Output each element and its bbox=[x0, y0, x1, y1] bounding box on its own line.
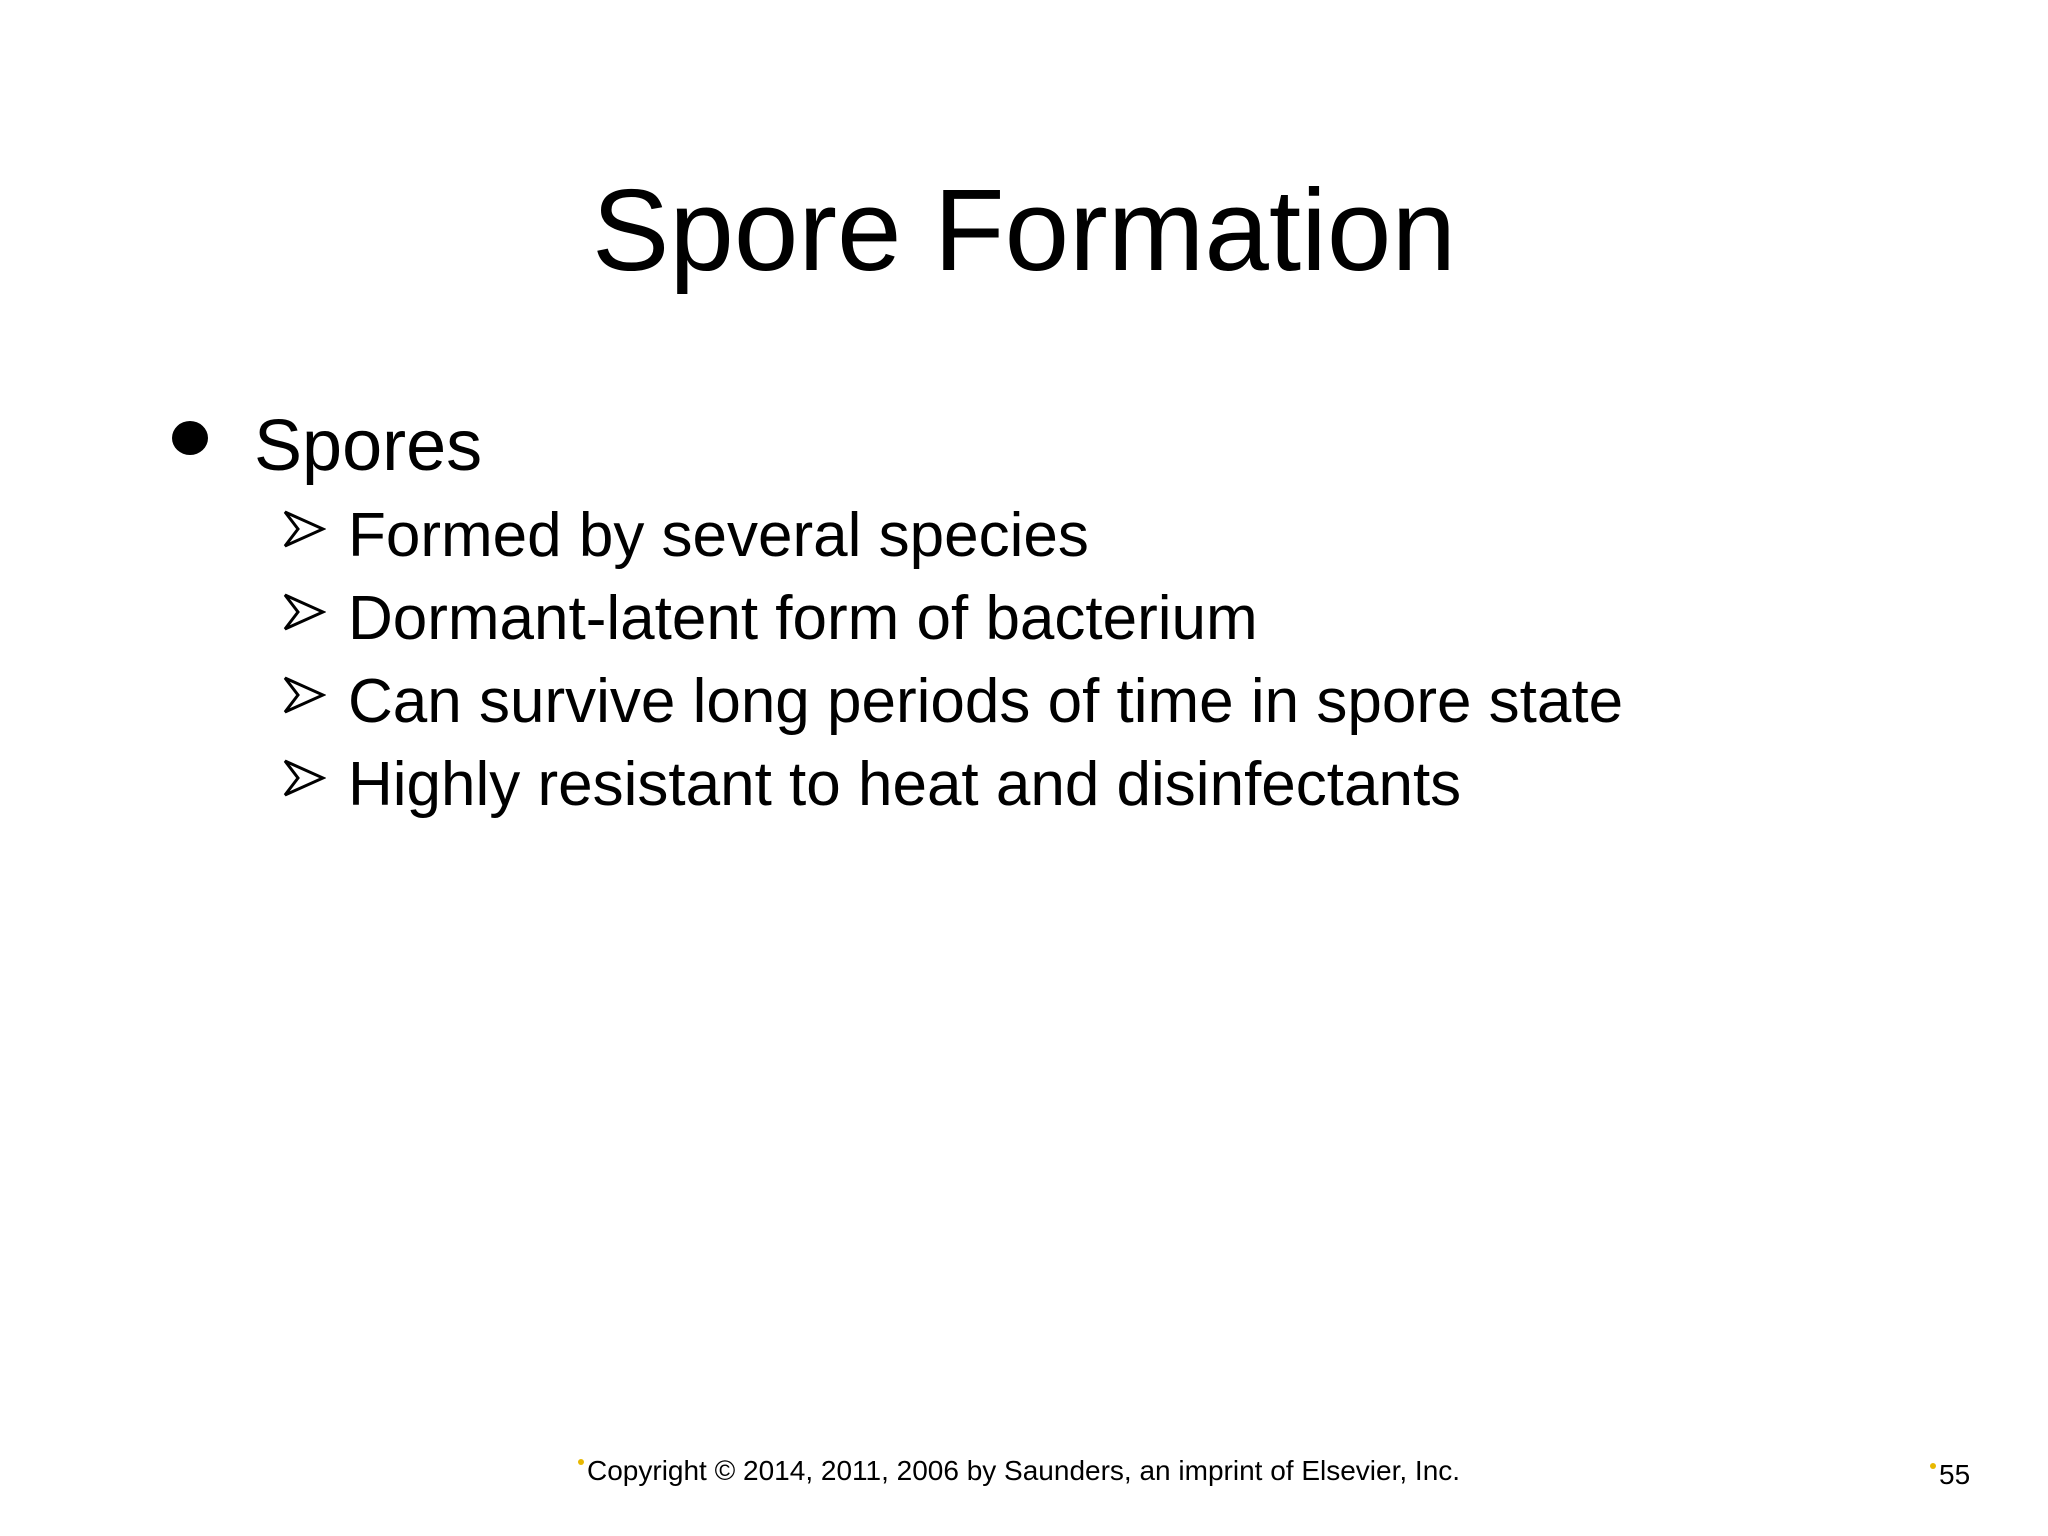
page-number-text: 55 bbox=[1939, 1459, 1971, 1490]
footer-bullet-icon bbox=[578, 1459, 584, 1465]
sub-bullet-label: Can survive long periods of time in spore state bbox=[348, 667, 1624, 736]
sub-bullet-item bbox=[282, 494, 1623, 577]
sub-bullet-item bbox=[282, 577, 1623, 660]
sub-bullet-label: Highly resistant to heat and disinfectants bbox=[348, 750, 1462, 819]
arrowhead-icon bbox=[282, 675, 326, 715]
main-bullet-item bbox=[172, 402, 482, 490]
arrowhead-icon bbox=[282, 509, 326, 549]
page-number bbox=[1930, 1458, 1970, 1492]
sub-bullet-item bbox=[282, 660, 1623, 743]
copyright-text: Copyright © 2014, 2011, 2006 by Saunders, an imprint of Elsevier, Inc. bbox=[587, 1455, 1461, 1486]
filled-circle-icon bbox=[172, 421, 208, 455]
arrowhead-icon bbox=[282, 592, 326, 632]
arrowhead-icon bbox=[282, 758, 326, 798]
page-number-bullet-icon bbox=[1930, 1463, 1936, 1469]
copyright-footer bbox=[578, 1454, 1460, 1488]
sub-bullet-list bbox=[282, 494, 1623, 826]
slide-title: Spore Formation bbox=[592, 165, 1456, 295]
sub-bullet-item bbox=[282, 743, 1623, 826]
main-bullet-label: Spores bbox=[254, 406, 483, 486]
sub-bullet-label: Dormant-latent form of bacterium bbox=[348, 584, 1258, 653]
sub-bullet-label: Formed by several species bbox=[348, 501, 1089, 570]
